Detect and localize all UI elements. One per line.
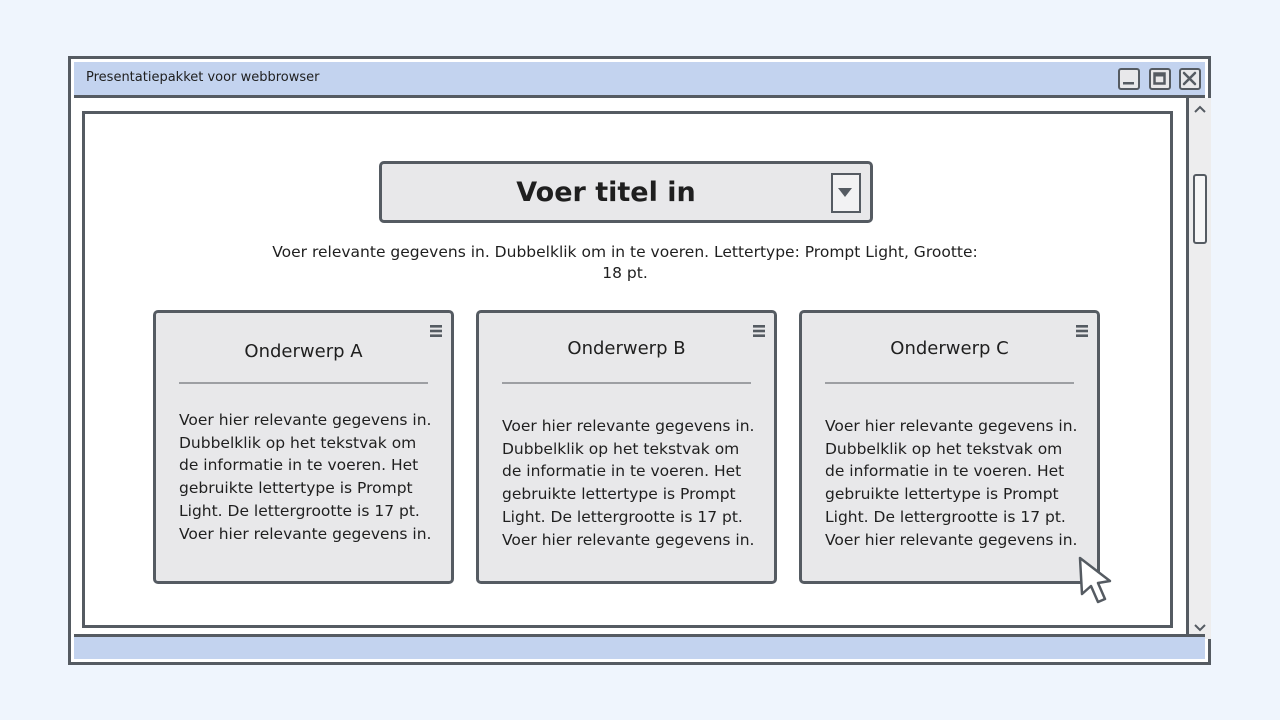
card-divider xyxy=(179,382,428,384)
title-bar[interactable] xyxy=(74,62,1205,98)
status-bar xyxy=(74,634,1205,659)
slide-title[interactable]: Voer titel in xyxy=(516,176,696,208)
topic-card-b[interactable] xyxy=(476,310,777,584)
topic-card-a[interactable] xyxy=(153,310,454,584)
close-button[interactable] xyxy=(1179,68,1201,90)
browser-window xyxy=(68,56,1211,665)
minimize-button[interactable] xyxy=(1118,68,1140,90)
card-divider xyxy=(502,382,751,384)
minimize-icon xyxy=(1120,70,1137,87)
topic-card-c[interactable] xyxy=(799,310,1100,584)
card-title[interactable]: Onderwerp C xyxy=(890,338,1009,359)
maximize-icon xyxy=(1151,70,1168,87)
menu-icon[interactable] xyxy=(753,325,765,337)
slide-canvas xyxy=(82,111,1173,628)
card-body[interactable]: Voer hier relevante gegevens in. Dubbelklik op het tekstvak om de informatie in te voeren. Het gebruikte lettertype is Prompt Light. De lettergrootte is 17 pt. Voer hier relevante gegevens in. xyxy=(825,417,1078,549)
scroll-thumb[interactable] xyxy=(1193,174,1207,244)
card-body[interactable]: Voer hier relevante gegevens in. Dubbelklik op het tekstvak om de informatie in te voeren. Het gebruikte lettertype is Prompt Light. De lettergrootte is 17 pt. Voer hier relevante gegevens in. xyxy=(502,417,755,549)
card-title[interactable]: Onderwerp B xyxy=(567,338,686,359)
close-icon xyxy=(1181,70,1198,87)
intro-text[interactable]: Voer relevante gegevens in. Dubbelklik om in te voeren. Lettertype: Prompt Light, Grootte: 18 pt. xyxy=(272,243,978,282)
card-body[interactable]: Voer hier relevante gegevens in. Dubbelklik op het tekstvak om de informatie in te voeren. Het gebruikte lettertype is Prompt Light. De lettergrootte is 17 pt. Voer hier relevante gegevens in. xyxy=(179,411,432,543)
title-dropdown-button[interactable] xyxy=(831,173,861,213)
vertical-scrollbar[interactable] xyxy=(1186,98,1211,639)
scroll-up-icon[interactable] xyxy=(1193,104,1207,114)
maximize-button[interactable] xyxy=(1149,68,1171,90)
card-title[interactable]: Onderwerp A xyxy=(244,341,363,362)
card-divider xyxy=(825,382,1074,384)
mouse-pointer-icon xyxy=(1074,555,1114,607)
slide-title-box[interactable] xyxy=(379,161,873,223)
scroll-down-icon[interactable] xyxy=(1193,623,1207,633)
window-title: Presentatiepakket voor webbrowser xyxy=(86,70,320,85)
menu-icon[interactable] xyxy=(1076,325,1088,337)
caret-down-icon xyxy=(837,187,853,199)
menu-icon[interactable] xyxy=(430,325,442,337)
